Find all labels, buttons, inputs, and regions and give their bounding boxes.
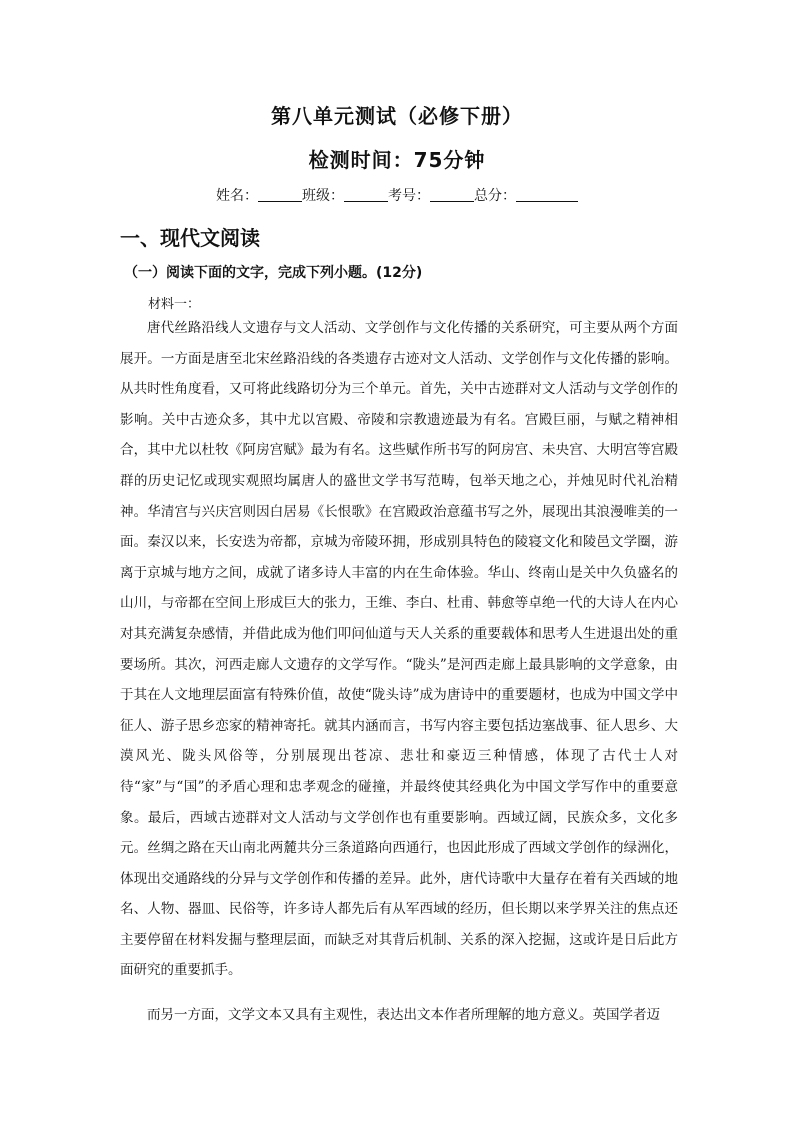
body-paragraph-2: 而另一方面，文学文本又具有主观性，表达出文本作者所理解的地方意义。英国学者迈 — [147, 1007, 660, 1023]
student-info-line — [0, 185, 794, 205]
question-instruction: （一）阅读下面的文字，完成下列小题。(12分) — [124, 265, 423, 281]
score-blank — [516, 187, 578, 202]
score-label: 总分： — [474, 188, 516, 204]
exam-duration: 检测时间：75分钟 — [308, 148, 486, 172]
number-blank — [430, 187, 474, 202]
name-blank — [258, 187, 302, 202]
page-title: 第八单元测试（必修下册） — [271, 104, 523, 128]
number-label: 考号： — [388, 188, 430, 204]
class-blank — [344, 187, 388, 202]
class-label: 班级： — [302, 188, 344, 204]
section-heading: 一、现代文阅读 — [120, 226, 260, 250]
material-label: 材料一： — [148, 297, 201, 312]
name-label: 姓名： — [216, 188, 258, 204]
body-paragraph-1: 唐代丝路沿线人文遗存与文人活动、文学创作与文化传播的关系研究，可主要从两个方面展开。一方面是唐至北宋丝路沿线的各类遗存古迹对文人活动、文学创作与文化传播的影响。从共时性角度看，又可将此线路切分为三个单元。首先，关中古迹群对文人活动与文学创作的影响。关中古迹众多，其中尤以宫殿、帝陵和宗教遗迹最为有名。宫殿巨丽，与赋之精神相合，其中尤以杜牧《阿房宫赋》最为有名。这些赋作所书写的阿房宫、未央宫、大明宫等宫殿群的历史记忆或现实观照均属唐人的盛世文学书写范畴，包举天地之心，并烛见时代礼治精神。华清宫与兴庆宫则因白居易《长恨歌》在宫殿政治意蕴书写之外，展现出其浪漫唯美的一面。秦汉以来，长安迭为帝都，京城为帝陵环拥，形成别具特色的陵寝文化和陵邑文学圈，游离于京城与地方之间，成就了诸多诗人丰富的内在生命体验。华山、终南山是关中久负盛名的山川，与帝都在空间上形成巨大的张力，王维、李白、杜甫、韩愈等卓绝一代的大诗人在内心对其充满复杂感情，并借此成为他们叩问仙道与天人关系的重要载体和思考人生进退出处的重要场所。其次，河西走廊人文遗存的文学写作。“陇头”是河西走廊上最具影响的文学意象，由于其在人文地理层面富有特殊价值，故使“陇头诗”成为唐诗中的重要题材，也成为中国文学中征人、游子思乡恋家的精神寄托。就其内涵而言，书写内容主要包括边塞战事、征人思乡、大漠风光、陇头风俗等，分别展现出苍凉、悲壮和豪迈三种情感，体现了古代士人对待“家”与“国”的矛盾心理和忠孝观念的碰撞，并最终使其经典化为中国文学写作中的重要意象。最后，西域古迹群对文人活动与文学创作也有重要影响。西域辽阔，民族众多，文化多元。丝绸之路在天山南北两麓共分三条道路向西通行，也因此形成了西域文学创作的绿洲化，体现出交通路线的分异与文学创作和传播的差异。此外，唐代诗歌中大量存在着有关西域的地名、人物、器皿、民俗等，许多诗人都先后有从军西域的经历，但长期以来学界关注的焦点还主要停留在材料发掘与整理层面，而缺乏对其背后机制、关系的深入挖掘，这或许是日后此方面研究的重要抓手。 — [120, 320, 678, 979]
